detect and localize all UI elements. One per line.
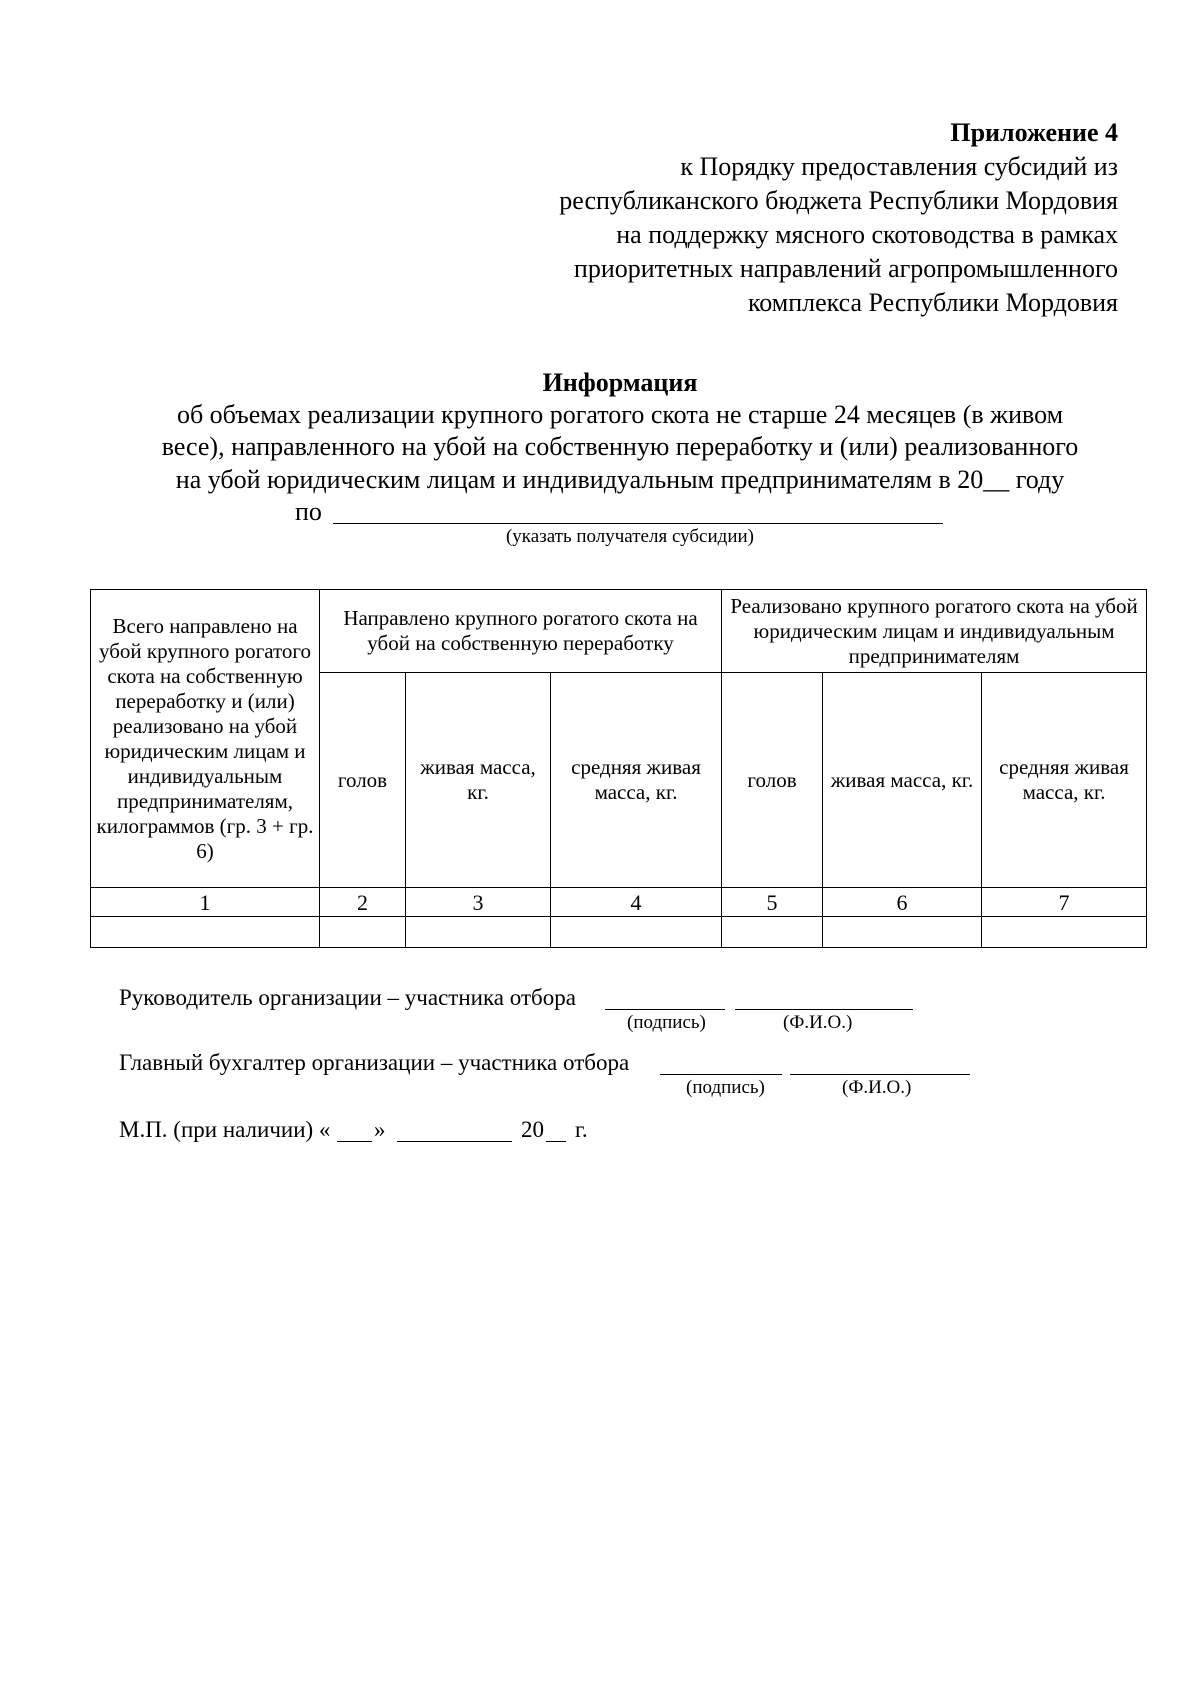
sub-header: голов: [722, 673, 823, 888]
date-day-field[interactable]: [337, 1141, 372, 1142]
head-name-caption: (Ф.И.О.): [783, 1012, 853, 1033]
date-year-prefix: 20: [521, 1117, 544, 1142]
document-subtitle-line: об объемах реализации крупного рогатого скота не старше 24 месяцев (в живом: [176, 400, 1064, 429]
sub-header: живая масса, кг.: [823, 673, 982, 888]
appendix-block: [418, 116, 1118, 320]
table-row: [91, 917, 1147, 948]
table-cell[interactable]: [982, 917, 1147, 948]
date-year-field[interactable]: [546, 1141, 566, 1142]
head-signature-caption: (подпись): [627, 1012, 706, 1033]
table-cell[interactable]: [823, 917, 982, 948]
appendix-line: к Порядку предоставления субсидий из: [680, 152, 1118, 181]
head-signature-label: Руководитель организации – участника отбора: [119, 985, 576, 1010]
accountant-name-field[interactable]: [790, 1074, 970, 1075]
document-title: Информация: [542, 368, 698, 397]
sub-header: средняя живая масса, кг.: [551, 673, 722, 888]
appendix-line: комплекса Республики Мордовия: [747, 288, 1118, 317]
column-number: 6: [823, 888, 982, 917]
date-quote-close: »: [374, 1117, 386, 1142]
recipient-hint: (указать получателя субсидии): [505, 526, 754, 547]
date-year-suffix: г.: [575, 1117, 588, 1142]
group2-header: Реализовано крупного рогатого скота на убой юридическим лицам и индивидуальным предпринимателям: [722, 590, 1147, 673]
column-number: 5: [722, 888, 823, 917]
recipient-field[interactable]: [333, 523, 943, 524]
data-table: [90, 589, 1147, 948]
table-cell[interactable]: [320, 917, 406, 948]
table-cell[interactable]: [551, 917, 722, 948]
appendix-line: на поддержку мясного скотоводства в рамках: [616, 220, 1118, 249]
accountant-signature-caption: (подпись): [686, 1077, 765, 1098]
appendix-line: приоритетных направлений агропромышленного: [573, 254, 1118, 283]
accountant-signature-field[interactable]: [660, 1074, 782, 1075]
head-signature-field[interactable]: [605, 1009, 725, 1010]
col1-header: Всего направлено на убой крупного рогатого скота на собственную переработку и (или) реализовано на убой юридическим лицам и индивидуальным предпринимателям, килограммов (гр. 3 + гр. 6): [91, 590, 320, 888]
table-header-row: [91, 590, 1147, 673]
column-number: 2: [320, 888, 406, 917]
sub-header: средняя живая масса, кг.: [982, 673, 1147, 888]
document-subtitle-line: весе), направленного на убой на собственную переработку и (или) реализованного: [161, 432, 1079, 461]
group1-header: Направлено крупного рогатого скота на убой на собственную переработку: [320, 590, 722, 673]
appendix-line: республиканского бюджета Республики Мордовия: [559, 186, 1118, 215]
document-subtitle-line: на убой юридическим лицам и индивидуальным предпринимателям в 20__ году: [175, 465, 1065, 494]
accountant-signature-label: Главный бухгалтер организации – участника отбора: [119, 1050, 630, 1075]
column-number: 1: [91, 888, 320, 917]
table-cell[interactable]: [722, 917, 823, 948]
po-label: по: [295, 497, 322, 526]
head-name-field[interactable]: [735, 1009, 913, 1010]
column-number-row: [91, 888, 1147, 917]
accountant-name-caption: (Ф.И.О.): [842, 1077, 912, 1098]
stamp-label: М.П. (при наличии) «: [119, 1117, 331, 1142]
column-number: 3: [406, 888, 551, 917]
sub-header: живая масса, кг.: [406, 673, 551, 888]
table-cell[interactable]: [406, 917, 551, 948]
column-number: 7: [982, 888, 1147, 917]
appendix-title: Приложение 4: [950, 118, 1118, 147]
table-cell[interactable]: [91, 917, 320, 948]
date-month-field[interactable]: [397, 1141, 512, 1142]
sub-header: голов: [320, 673, 406, 888]
column-number: 4: [551, 888, 722, 917]
